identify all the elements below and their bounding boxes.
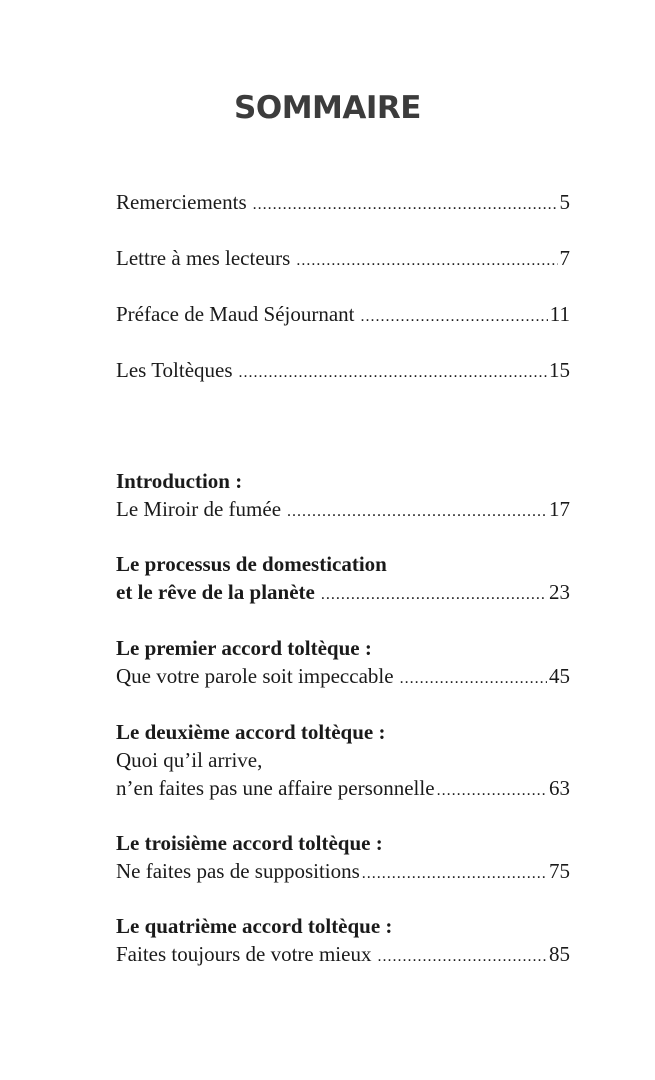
dot-leader [361,303,548,331]
chapter-heading-domestication: Le processus de domestication [116,552,387,576]
chapter-subline-accord-2: Quoi qu’il arrive, [116,748,263,772]
dot-leader [239,359,547,387]
toc-entry-label: Ne faites pas de suppositions [116,859,360,883]
chapter-heading-accord-3: Le troisième accord toltèque : [116,831,383,855]
toc-entry-accord-2[interactable] [116,774,570,805]
page-title: SOMMAIRE [234,90,421,126]
toc-entry-label: Que votre parole soit impeccable [116,664,394,688]
toc-entry-page: 5 [559,190,570,214]
dot-leader [437,777,547,805]
toc-entry-page: 75 [549,859,570,883]
toc-entry-label: Le Miroir de fumée [116,497,282,521]
toc-entry-tolteques[interactable] [116,356,570,387]
dot-leader [400,665,547,693]
toc-entry-page: 85 [549,942,570,966]
toc-entry-page: 7 [559,246,570,270]
toc-entry-page: 15 [549,358,570,382]
toc-entry-label: Faites toujours de votre mieux [116,942,372,966]
chapter-heading-accord-4: Le quatrième accord toltèque : [116,914,393,938]
dot-leader [377,943,547,971]
toc-entry-label: n’en faites pas une affaire personnelle [116,776,435,800]
chapter-heading-introduction: Introduction : [116,469,243,493]
toc-entry-domestication[interactable] [116,578,570,609]
toc-entry-lettre[interactable] [116,244,570,275]
toc-entry-remerciements[interactable] [116,188,570,219]
toc-entry-accord-3[interactable] [116,857,570,888]
toc-entry-page: 63 [549,776,570,800]
toc-entry-page: 45 [549,664,570,688]
dot-leader [321,581,547,609]
toc-entry-label: et le rêve de la planète [116,580,315,604]
toc-entry-label: Lettre à mes lecteurs [116,246,291,270]
toc-entry-page: 17 [549,497,570,521]
toc-entry-preface[interactable] [116,300,570,331]
toc-entry-label: Les Toltèques [116,358,233,382]
chapter-heading-accord-1: Le premier accord toltèque : [116,636,372,660]
toc-entry-page: 23 [549,580,570,604]
toc-entry-accord-1[interactable] [116,662,570,693]
chapter-heading-accord-2: Le deuxième accord toltèque : [116,720,386,744]
toc-entry-accord-4[interactable] [116,940,570,971]
dot-leader [296,247,557,275]
dot-leader [287,498,547,526]
dot-leader [253,191,558,219]
toc-entry-label: Remerciements [116,190,247,214]
toc-entry-label: Préface de Maud Séjournant [116,302,355,326]
toc-entry-introduction[interactable] [116,495,570,526]
toc-entry-page: 11 [549,302,570,326]
dot-leader [362,860,547,888]
